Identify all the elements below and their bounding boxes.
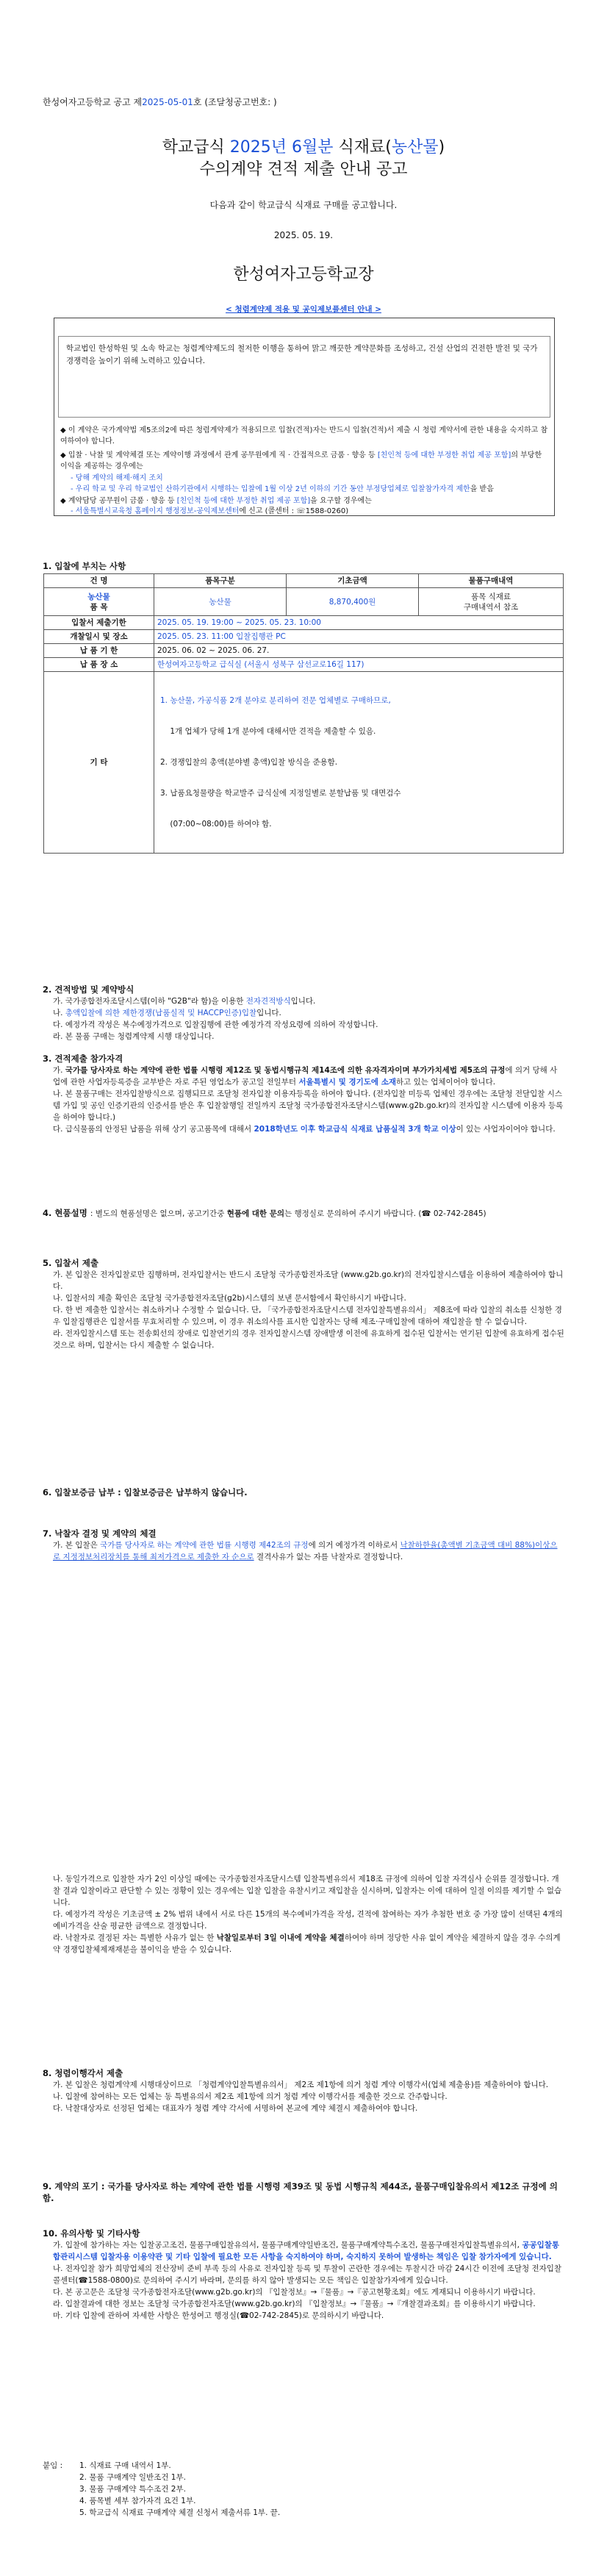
section3-ga-e: 하고 있는 업체이어야 합니다. [396, 1078, 496, 1087]
diamond-icon: ◆ [60, 497, 68, 505]
section6 [43, 1486, 564, 1498]
integrity-heading-text: < 청렴계약제 적용 및 공익제보플센터 안내 > [226, 305, 381, 314]
etc-item: 1개 업체가 당해 1개 분야에 대해서만 견적을 제출할 수 있음. [160, 727, 376, 736]
row-name-b: 품 목 [90, 602, 108, 612]
etc-item: 2. 경쟁입찰의 총액(분야별 총액)입찰 방식을 준용함. [160, 758, 338, 767]
header-detail: 물품구매내역 [419, 574, 564, 588]
row-label-delivery-period: 납 품 기 한 [44, 644, 154, 658]
integrity-item2-a: 입찰 · 낙찰 및 계약체결 또는 계약이행 과정에서 관계 공무원에게 직 · 간접적으로 금품 · 향응 등 [68, 451, 378, 459]
integrity-item3-d: - 서울특별시교육청 홈페이지 행정정보-공익제보센터 [71, 507, 240, 515]
etc-item: 3. 납품요청물량을 학교발주 급식실에 지정일별로 분할납품 및 대면검수 [160, 789, 401, 798]
section7-da: 다. 예정가격 작성은 기초금액 ± 2% 범위 내에서 서로 다른 15개의 복수예비가격을 작성, 견적에 참여하는 자가 추첨한 번호 중 가장 많이 선택된 4개의 예비가격을 산술 평균한 금액으로 결정합니다. [53, 1910, 563, 1931]
section3-da-a: 다. 급식물품의 안정된 납품을 위해 상기 공고품목에 대해서 [53, 1125, 254, 1134]
section2-na [43, 1007, 564, 1019]
integrity-item2-f: 을 받음 [470, 485, 494, 493]
title-line2: 수의계약 견적 제출 안내 공고 [199, 160, 408, 179]
integrity-item2-e: - 우리 학교 및 우리 학교법인 산하기관에서 시행하는 입찰에 1월 이상 2년 이하의 기간 동안 부정당업체로 입찰참가자격 제한 [71, 485, 470, 493]
title-month: 2025년 6월분 [229, 138, 334, 157]
section3-ga-d: 서울특별시 및 경기도에 소재 [298, 1078, 397, 1087]
section3-da-c: 이 있는 사업자이어야 합니다. [456, 1125, 556, 1134]
row-value-etc [154, 672, 564, 854]
info-table [43, 573, 564, 854]
section10-na: 나. 전자입찰 참가 희망업체의 전산장비 준비 부족 등의 사유로 전자입찰 등록 및 투찰이 곤란한 경우에는 투찰시간 마감 24시간 이전에 조달청 전자입찰 콜센터(☎1588-0800)로 문의하여 주시기 바라며, 문의를 하지 않아 발생되는 모든 책임은 입찰참가자에게 있습니다. [53, 2264, 562, 2285]
section5-na: 나. 입찰서의 제출 확인은 조달청 국가종합전자조달(g2b)시스템의 보낸 문서함에서 확인하시기 바랍니다. [53, 1294, 406, 1303]
integrity-item3 [60, 495, 549, 507]
row-name [44, 588, 154, 616]
row-name-a: 농산물 [87, 592, 110, 601]
row-detail [419, 588, 564, 616]
etc-item: 1. 농산물, 가공식품 2개 분야로 분리하여 전문 업체별로 구매하므로, [160, 696, 391, 705]
section10-ga-b: 공공입찰통합관리시스템 입찰자용 이용약관 및 기타 입찰에 필요한 모든 사항을 숙지하여야 하며, 숙지하지 못하여 발생하는 책임은 입찰 참가자에게 있습니다. [53, 2241, 560, 2261]
attachments [43, 2460, 564, 2519]
section3-ga-b: 국가를 당사자로 하는 계약에 관한 법률 시행령 제12조 및 동법시행규칙 제14조에 의한 유자격자이며 부가가치세법 제5조의 규정 [65, 1066, 506, 1075]
section7-ga-b: 국가를 당사자로 하는 계약에 관한 법률 시행령 제42조의 규정 [100, 1541, 309, 1550]
section9 [43, 2180, 564, 2204]
section5-ra: 라. 전자입찰시스템 또는 전송회선의 장애로 입찰연기의 경우 전자입찰시스템 장애발생 이전에 유효하게 접수된 입찰서는 연기된 입찰에 유효하게 접수된 것으로 하며, 입찰서는 다시 제출할 수 없습니다. [53, 1329, 564, 1350]
diamond-icon: ◆ [60, 451, 68, 459]
section10 [43, 2228, 564, 2322]
section4-title-d: 는 행정실로 문의하여 주시기 바랍니다. (☎ 02-742-2845) [284, 1209, 486, 1218]
title-line1 [0, 137, 607, 159]
section2-ra: 라. 본 물품 구매는 청렴계약제 시행 대상입니다. [53, 1032, 215, 1041]
section8-da: 다. 낙찰대상자로 선정된 업체는 대표자가 청렴 계약 각서에 서명하여 본교에 계약 체결시 제출하여야 합니다. [53, 2104, 418, 2113]
section2-ga-b: 전자견적방식 [245, 997, 291, 1006]
section2-ga [43, 995, 564, 1007]
row-detail-a: 품목 식재료 [470, 592, 511, 601]
attachment-item: 1. 식재료 구매 내역서 1부. [79, 2461, 171, 2470]
section10-ga-a: 가. 입찰에 참가하는 자는 입찰공고조건, 물품구매입찰유의서, 물품구매계약일반조건, 물품구매계약특수조건, 물품구매전자입찰특별유의서, [53, 2241, 522, 2250]
section8-na: 나. 입찰에 참여하는 모든 업체는 동 특별유의서 제2조 제1항에 의거 청렴 계약 이행각서를 제출한 것으로 간주합니다. [53, 2092, 448, 2101]
section7-ra-c: 하여야 하며 정당한 사유 없이 계약을 체결하지 않을 경우 수의계약 경쟁입찰체제재재분을 불이익을 받을 수 있습니다. [53, 1933, 561, 1954]
section7-ra-b: 낙찰일로부터 3일 이내에 계약을 체결 [216, 1933, 345, 1942]
section3 [43, 1053, 564, 1135]
table-row [44, 658, 564, 672]
integrity-item2-e-wrap [71, 484, 548, 495]
integrity-item3-c: 을 요구할 경우에는 [310, 497, 372, 505]
integrity-item2 [60, 450, 549, 472]
notice-date: 2025. 05. 19. [273, 230, 334, 240]
section3-ga-c: 에 의거 당해 사업에 관한 사업자등록증을 교부받은 자로 주된 영업소가 공고일 전일부터 [53, 1066, 558, 1087]
section3-title: 3. 견적제출 참가자격 [43, 1053, 123, 1064]
integrity-heading [0, 304, 607, 315]
section10-ma: 마. 기타 입찰에 관하여 자세한 사항은 한성여고 행정실(☎02-742-2845)로 문의하시기 바랍니다. [53, 2311, 384, 2320]
integrity-item2-d: - 당해 계약의 해제·해지 조치 [71, 474, 163, 482]
table-row [44, 644, 564, 658]
integrity-item2-c: 의 부당한 이익을 제공하는 경우에는 [60, 451, 542, 471]
section5-title: 5. 입찰서 제출 [43, 1258, 98, 1268]
section8-title: 8. 청렴이행각서 제출 [43, 2068, 123, 2078]
header-amount: 기초금액 [287, 574, 419, 588]
section2-na-b: 총액입찰에 의한 제한경쟁(납품실적 및 HACCP인증)입찰 [65, 1009, 257, 1017]
section8 [43, 2067, 564, 2114]
section7-ga-e: 결격사유가 없는 자를 낙찰자로 결정합니다. [254, 1553, 403, 1561]
header-name: 건 명 [44, 574, 154, 588]
integrity-item3-e: 에 신고 (콜센터 : ☏1588-0260) [239, 507, 349, 515]
section7-cont [43, 1873, 564, 1956]
section7-ga-c: 에 의거 예정가격 이하로서 [308, 1541, 401, 1550]
notice-number-value: 2025-05-01 [142, 97, 193, 107]
row-value-delivery-place: 한성여자고등학교 급식실 (서울시 성북구 삼선교로16길 117) [154, 658, 564, 672]
attachments-row [43, 2460, 564, 2519]
section9-title: 9. 계약의 포기 : 국가를 당사자로 하는 계약에 관한 법률 시행령 제39조 및 동법 시행규칙 제44조, 물품구매입찰유의서 제12조 규정에 의함. [43, 2181, 558, 2203]
section7-na: 나. 동일가격으로 입찰한 자가 2인 이상일 때에는 국가종합전자조달시스템 입찰특별유의서 제18조 규정에 의하여 입찰 자격심사 순위를 결정합니다. 개찰 결과 입찰이라고 판단할 수 있는 정황이 있는 경우에는 입찰 입찰을 유찰시키고 재입찰을 실시하며, 입찰자는 이에 대하여 일절 이의를 제기할 수 없습니다. [53, 1875, 562, 1907]
integrity-item2-b: [친인척 등에 대한 부정한 취업 제공 포함] [377, 451, 511, 459]
title-part-e: ) [438, 138, 445, 157]
notice-suffix: 호 (조달청공고번호: ) [193, 97, 277, 107]
integrity-item3-b: [친인척 등에 대한 부정한 취업 제공 포함] [176, 497, 311, 505]
row-value-opening: 2025. 05. 23. 11:00 입찰집행관 PC [154, 630, 564, 644]
integrity-item1-text: 이 계약은 국가계약법 제5조의2에 따른 청렴계약제가 적용되므로 입찰(견적)자는 반드시 입찰(견적)서 제출 시 청렴 계약서에 관한 내용을 숙지하고 참여하여야 합니다. [60, 426, 548, 446]
integrity-inner-box: 학교법인 한성학원 및 소속 학교는 청렴계약제도의 철저한 이행을 통하여 맑고 깨끗한 계약문화를 조성하고, 건설 산업의 건전한 발전 및 국가경쟁력을 높이기 위해 노력하고 있습니다. [58, 336, 550, 418]
etc-item: (07:00~08:00)를 하여야 함. [160, 820, 272, 829]
row-label-etc: 기 타 [44, 672, 154, 854]
section10-da: 다. 본 공고문은 조달청 국가종합전자조달(www.g2b.go.kr)의 『입찰정보』→『물품』→『공고현황조회』에도 게재되니 이용하시기 바랍니다. [53, 2288, 536, 2297]
section7-ra [43, 1932, 564, 1956]
row-amount: 8,870,400원 [287, 588, 419, 616]
section7-ga-a: 가. 본 입찰은 [53, 1541, 101, 1550]
attachments-label: 붙임 : [43, 2461, 63, 2470]
notice-prefix: 한성여자고등학교 공고 제 [43, 97, 143, 107]
section2-na-a: 나. [53, 1009, 65, 1017]
section3-da [43, 1123, 564, 1135]
attachment-item: 4. 품목별 세부 참가자격 요건 1부. [79, 2497, 196, 2505]
section3-ga [43, 1065, 564, 1088]
section7-ga-d: 낙찰하한율(총액별 기초금액 대비 88%)이상으로 지정정보처리장치를 통해 최저가격으로 제출한 자 순으로 [53, 1541, 558, 1561]
row-label-delivery-place: 납 품 장 소 [44, 658, 154, 672]
diamond-icon: ◆ [60, 426, 68, 434]
section5-ga: 가. 본 입찰은 전자입찰로만 집행하며, 전자입찰서는 반드시 조달청 국가종합전자조달 (www.g2b.go.kr)의 전자입찰시스템을 이용하여 제출하여야 합니다. [53, 1270, 564, 1291]
section3-ga-a: 가. [53, 1066, 65, 1075]
title-part-a: 학교급식 [162, 138, 230, 157]
section5-da: 다. 한 번 제출한 입찰서는 취소하거나 수정할 수 없습니다. 단, 「국가종합전자조달시스템 전자입찰특별유의서」 제8조에 따라 입찰의 취소를 신청한 경우 입찰집행관은 입찰서를 무효처리할 수 있으며, 이 경우 취소의사를 표시한 입찰자는 당해 제조·구매입찰에 대하여 재입찰을 할 수 없습니다. [53, 1306, 562, 1326]
section4-title-a: 4. 현품설명 [43, 1208, 90, 1218]
section2 [43, 984, 564, 1042]
section4 [43, 1207, 564, 1220]
section5 [43, 1257, 564, 1351]
row-detail-b: 구매내역서 참조 [463, 602, 519, 612]
table-row [44, 672, 564, 854]
attachment-item: 3. 물품 구매계약 특수조건 2부. [79, 2485, 186, 2494]
notice-number [43, 96, 277, 108]
section7-title: 7. 낙찰자 결정 및 계약의 체결 [43, 1528, 157, 1539]
intro-text: 다음과 같이 학교급식 식재료 구매를 공고합니다. [209, 200, 398, 210]
table-row [44, 630, 564, 644]
section8-ga: 가. 본 입찰은 청렴계약제 시행대상이므로 「청렴계약입찰특별유의서」 제2조 제1항에 의거 청렴 계약 이행각서(업체 제출용)를 제출하여야 합니다. [53, 2081, 549, 2089]
section4-line [43, 1207, 564, 1220]
school-name: 한성여자고등학교장 [233, 265, 374, 284]
section2-ga-a: 가. 국가종합전자조달시스템(이하 "G2B"라 함)을 이용한 [53, 997, 246, 1006]
header-category: 품목구분 [154, 574, 287, 588]
attachment-item: 5. 학교급식 식재료 구매계약 체결 신청서 제출서류 1부. 끝. [79, 2508, 281, 2517]
table-header-row [44, 574, 564, 588]
row-category: 농산물 [154, 588, 287, 616]
section2-na-c: 입니다. [256, 1009, 281, 1017]
integrity-item3-a: 계약담당 공무원이 금품 · 향응 등 [68, 497, 177, 505]
row-value-deadline: 2025. 05. 19. 19:00 ~ 2025. 05. 23. 10:00 [154, 616, 564, 630]
section4-title-b: : 별도의 현품설명은 없으며, 공고기간중 [90, 1209, 227, 1218]
section10-title: 10. 유의사항 및 기타사항 [43, 2228, 140, 2239]
section2-ga-c: 입니다. [290, 997, 316, 1006]
title-category: 농산물 [391, 138, 439, 157]
section2-title: 2. 견적방법 및 계약방식 [43, 984, 134, 995]
section10-ga [43, 2239, 564, 2263]
row-label-opening: 개찰일시 및 장소 [44, 630, 154, 644]
section3-da-b: 2018학년도 이후 학교급식 식재료 납품실적 3개 학교 이상 [254, 1125, 456, 1134]
attachment-item: 2. 물품 구매계약 일반조건 1부. [79, 2473, 186, 2482]
section7 [43, 1528, 564, 1563]
section1-title: 1. 입찰에 부치는 사항 [43, 561, 126, 571]
section2-da: 다. 예정가격 작성은 복수예정가격으로 입찰집행에 관한 예정가격 작성요령에 의하여 작성합니다. [53, 1020, 378, 1029]
integrity-item3-d-wrap [71, 506, 548, 517]
integrity-item1 [60, 425, 549, 447]
section4-title-c: 현품에 대한 문의 [226, 1209, 284, 1218]
row-label-deadline: 입찰서 제출기한 [44, 616, 154, 630]
section10-ra: 라. 입찰결과에 대한 정보는 조달청 국가종합전자조달(www.g2b.go.kr)의 『입찰정보』→『물품』→『개찰결과조회』를 이용하시기 바랍니다. [53, 2300, 536, 2308]
section7-ra-a: 라. 낙찰자로 결정된 자는 특별한 사유가 없는 한 [53, 1933, 217, 1942]
attachments-list [79, 2460, 280, 2519]
section6-title: 6. 입찰보증금 납부 : 입찰보증금은 납부하지 않습니다. [43, 1487, 248, 1498]
section7-ga [43, 1539, 564, 1563]
section3-na: 나. 본 물품구매는 전자입찰방식으로 집행되므로 조달청 전자입찰 이용자등록을 하여야 합니다. (전자입찰 미등록 업체인 경우에는 조달청 전달입찰 시스템 가입 및 공인 인증기관의 인증서를 받은 후 입찰참행일 전일까지 조달청 국가종합전자조달시스템(www.g2b.go.kr)의 전자입찰 시스템에 이용자 등록을 하여야 합니다.) [53, 1090, 564, 1122]
row-value-delivery-period: 2025. 06. 02 ~ 2025. 06. 27. [154, 644, 564, 658]
table-row [44, 616, 564, 630]
title-part-c: 식재료( [333, 138, 392, 157]
table-row [44, 588, 564, 616]
